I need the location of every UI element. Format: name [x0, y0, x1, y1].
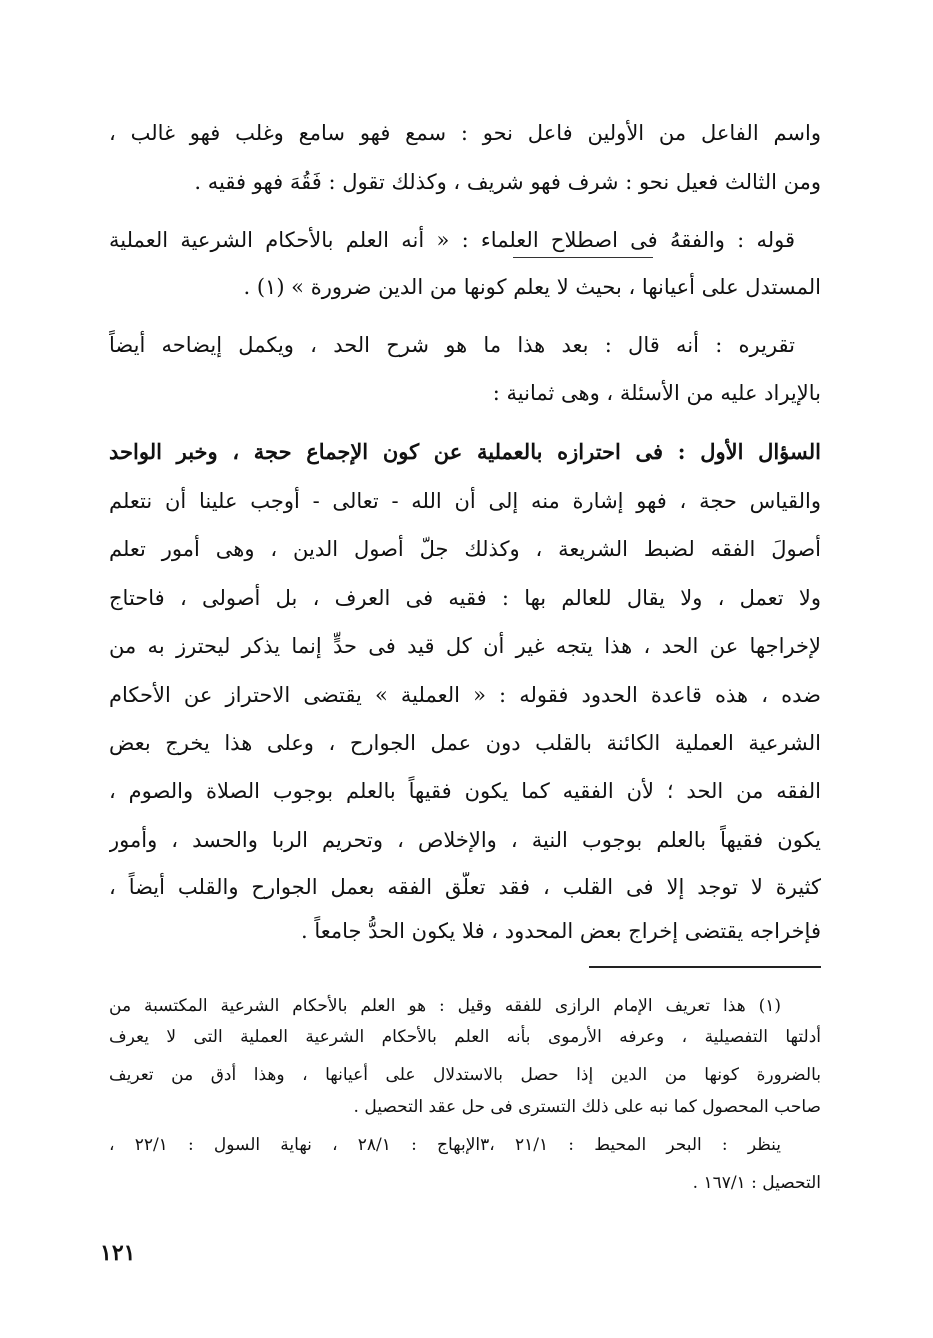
underline-mark [513, 257, 653, 258]
text-line: أصولَ الفقه لضبط الشريعة ، وكذلك جلّ أصول الدين ، وهى أمور تعلم [109, 537, 821, 561]
page-number: ١٢١ [100, 1240, 136, 1266]
text-line: الشرعية العملية الكائنة بالقلب دون عمل الجوارح ، وعلى هذا يخرج بعض [109, 731, 821, 755]
text-line: والقياس حجة ، فهو إشارة منه إلى أن الله - تعالى - أوجب علينا أن نتعلم [109, 489, 821, 513]
text-line: تقريره : أنه قال : بعد هذا ما هو شرح الحد ، ويكمل إيضاحه أيضاً [109, 333, 795, 357]
text-line: واسم الفاعل من الأولين فاعل نحو : سمع فهو سامع وغلب فهو غالب ، [109, 121, 821, 145]
text-line: فإخراجه يقتضى إخراج بعض المحدود ، فلا يكون الحدُّ جامعاً . [301, 919, 821, 943]
text-line: السؤال الأول : فى احترازه بالعملية عن كون الإجماع حجة ، وخبر الواحد [109, 439, 821, 464]
footnote-line: ينظر : البحر المحيط : ٢١/١ ،٣الإبهاج : ٢٨/١ ، نهاية السول : ٢٢/١ ، [109, 1135, 782, 1155]
text-line: الفقه من الحد ؛ لأن الفقيه كما يكون فقيهاً بالعلم بوجوب الصلاة والصوم ، [109, 779, 821, 803]
footnote-line: أدلتها التفصيلية ، وعرفه الأرموى بأنه العلم بالأحكام الشرعية العملية التى لا يعرف [109, 1027, 821, 1047]
text-line: ومن الثالث فعيل نحو : شرف فهو شريف ، وكذلك تقول : فَقُهَ فهو فقيه . [194, 170, 821, 194]
text-line: كثيرة لا توجد إلا فى القلب ، فقد تعلّق الفقه بعمل الجوارح والقلب أيضاً ، [109, 875, 821, 899]
footnote-separator [589, 966, 821, 968]
text-line: بالإيراد عليه من الأسئلة ، وهى ثمانية : [492, 381, 821, 405]
footnote-line: بالضرورة كونها من الدين إذا حصل بالاستدلال على أعيانها ، وهذا أدق من تعريف [109, 1065, 821, 1085]
footnote-line: (١) هذا تعريف الإمام الرازى للفقه وقيل : هو العلم بالأحكام الشرعية المكتسبة من [109, 996, 781, 1016]
text-line: ولا تعمل ، ولا يقال للعالم بها : فقيه فى العرف ، بل أصولى ، فاحتاج [109, 586, 821, 610]
text-line: ضده ، هذه قاعدة الحدود فقوله : « العملية » يقتضى الاحتراز عن الأحكام [109, 683, 821, 707]
footnote-line: صاحب المحصول كما نبه على ذلك التسترى فى حل عقد التحصيل . [353, 1097, 821, 1117]
text-line: لإخراجها عن الحد ، هذا يتجه غير أن كل قيد فى حدٍّ إنما يذكر ليحترز به من [109, 634, 821, 658]
text-line: يكون فقيهاً بالعلم بوجوب النية ، والإخلاص ، وتحريم الربا والحسد ، وأمور [109, 828, 821, 852]
text-line: المستدل على أعيانها ، بحيث لا يعلم كونها من الدين ضرورة » (١) . [243, 275, 821, 299]
footnote-line: التحصيل : ١٦٧/١ . [692, 1173, 821, 1193]
text-line: قوله : والفقهُ فى اصطلاح العلماء : « أنه العلم بالأحكام الشرعية العملية [109, 228, 795, 252]
